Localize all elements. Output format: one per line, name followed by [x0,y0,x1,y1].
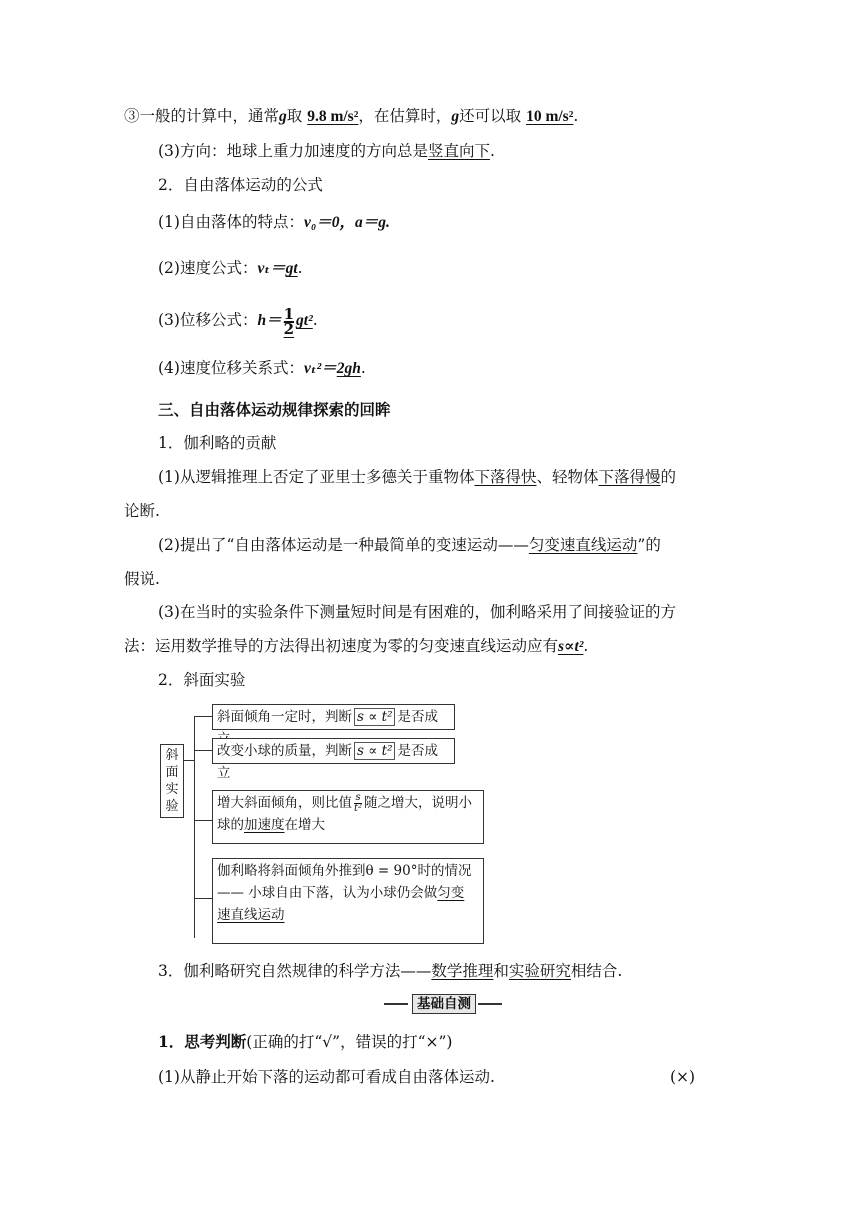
blank-answer: 下落得慢 [598,468,661,486]
formula: s ∝ t² [354,742,395,760]
badge-bar-left [384,1003,408,1005]
text: 增大斜面倾角，则比值 [217,795,352,811]
formula: vₜ＝ [257,260,286,277]
subheading-contribution: 1．伽利略的贡献 [158,434,277,452]
denominator: t² [354,803,363,814]
paragraph-line: (3)在当时的实验条件下测量短时间是有困难的，伽利略采用了间接验证的方 [158,603,676,621]
formula: vₜ²＝ [303,360,337,377]
blank-answer: gt [285,260,298,277]
text: 还可以取 [459,107,522,125]
section-heading: 三、自由落体运动规律探索的回眸 [158,400,391,419]
blank-answer: 数学推理 [431,962,494,980]
text: 斜面倾角一定时，判断 [217,709,352,725]
blank-answer: s∝t² [558,638,584,655]
line-displacement-formula [158,305,318,336]
text: (2)提出了“自由落体运动是一种最简单的变速运动—— [158,536,529,554]
text: 法：运用数学推导的方法得出初速度为零的匀变速直线运动应有 [124,637,559,655]
blank-answer: 10 m/s² [526,108,574,125]
formula: v₀＝0，a＝g. [303,214,390,231]
section-badge [384,994,502,1014]
incline-experiment-diagram [160,700,490,950]
exercise-item [158,1067,718,1087]
text: 1．思考判断 [158,1032,247,1051]
text: . [583,637,589,655]
numerator: s [355,792,361,803]
text: 是否成 [397,709,438,725]
text: . [312,311,318,329]
text: g [279,108,287,125]
text: . [360,359,366,377]
text: 和 [493,962,509,980]
blank-answer: 速直线运动 [217,907,285,923]
line-velocity-displacement [158,358,366,379]
text: 改变小球的质量，判断 [217,743,352,759]
badge-bar-right [478,1003,502,1005]
text: (1)从逻辑推理上否定了亚里士多德关于重物体 [158,468,475,486]
paragraph-line [158,961,622,981]
answer-mark: (×) [670,1068,696,1086]
badge-label: 基础自测 [412,994,476,1014]
text: (正确的打“√”，错误的打“×”) [246,1033,453,1051]
exercise-heading [158,1032,452,1052]
blank-answer: gt² [296,312,313,329]
fraction [283,304,295,338]
connector [194,898,212,899]
text: (4)速度位移关系式： [158,359,304,377]
fraction [354,793,362,814]
box-line [217,904,479,926]
text: —— 小球自由下落，认为小球仍会做 [217,885,438,901]
connector [194,750,212,751]
text: 、轻物体 [536,468,599,486]
paragraph-line: 论断. [124,502,160,520]
connector [184,760,194,761]
diagram-box-4 [212,858,484,944]
diagram-box-2 [212,738,455,781]
paragraph-line [158,467,676,487]
text: . [297,259,303,277]
blank-answer: 匀变 [437,885,465,901]
text: ”的 [637,536,661,554]
diagram-box-3 [212,790,484,844]
blank-answer: 下落得快 [474,468,537,486]
text: (1)从静止开始下落的运动都可看成自由落体运动. [158,1068,495,1086]
box-line [217,792,479,814]
line-direction [158,141,495,161]
blank-answer: 2gh [336,360,361,377]
blank-answer: 9.8 m/s² [307,108,359,125]
heading-formulas: 2．自由落体运动的公式 [158,176,323,194]
subheading-incline: 2．斜面实验 [158,671,246,689]
blank-answer: 实验研究 [508,962,571,980]
connector [194,820,212,821]
connector [194,716,212,717]
paragraph-line [158,535,661,555]
text: 球的 [217,817,244,833]
text: ，在估算时， [358,107,452,125]
denominator: 2 [283,319,295,338]
text: 的 [660,468,677,486]
text: ③一般的计算中，通常 [124,107,280,125]
text: 取 [286,107,303,125]
line-features [158,212,390,233]
line-g-value [124,106,578,127]
label-char: 验 [165,799,179,814]
box-line: 伽利略将斜面倾角外推到θ = 90°时的情况 [217,863,472,879]
line-velocity-formula [158,258,303,279]
text: 是否成立 [217,743,438,781]
diagram-side-label [160,744,184,818]
box-line [217,882,479,904]
text: 3．伽利略研究自然规律的科学方法—— [158,962,432,980]
text: 随之增大，说明小 [364,795,473,811]
text: . [489,142,495,160]
text: (3)方向：地球上重力加速度的方向总是 [158,142,428,160]
blank-answer: 匀变速直线运动 [528,536,638,554]
text: g [451,108,460,125]
text: 相结合. [570,962,623,980]
blank-answer: 加速度 [244,817,285,833]
text: (1)自由落体的特点： [158,213,304,231]
text: 在增大 [284,817,325,833]
numerator: 1 [283,304,295,323]
diagram-box-1 [212,704,455,730]
formula: h＝ [257,312,282,329]
text: (3)位移公式： [158,311,258,329]
blank-answer: 竖直向下 [427,142,490,160]
label-char: 实 [165,782,179,797]
formula: s ∝ t² [354,708,395,726]
text: . [573,107,579,125]
paragraph-line: 假说. [124,570,160,588]
box-line [217,814,479,836]
paragraph-line [124,636,588,657]
text: (2)速度公式： [158,259,258,277]
label-char: 面 [165,765,179,780]
label-char: 斜 [165,748,179,763]
